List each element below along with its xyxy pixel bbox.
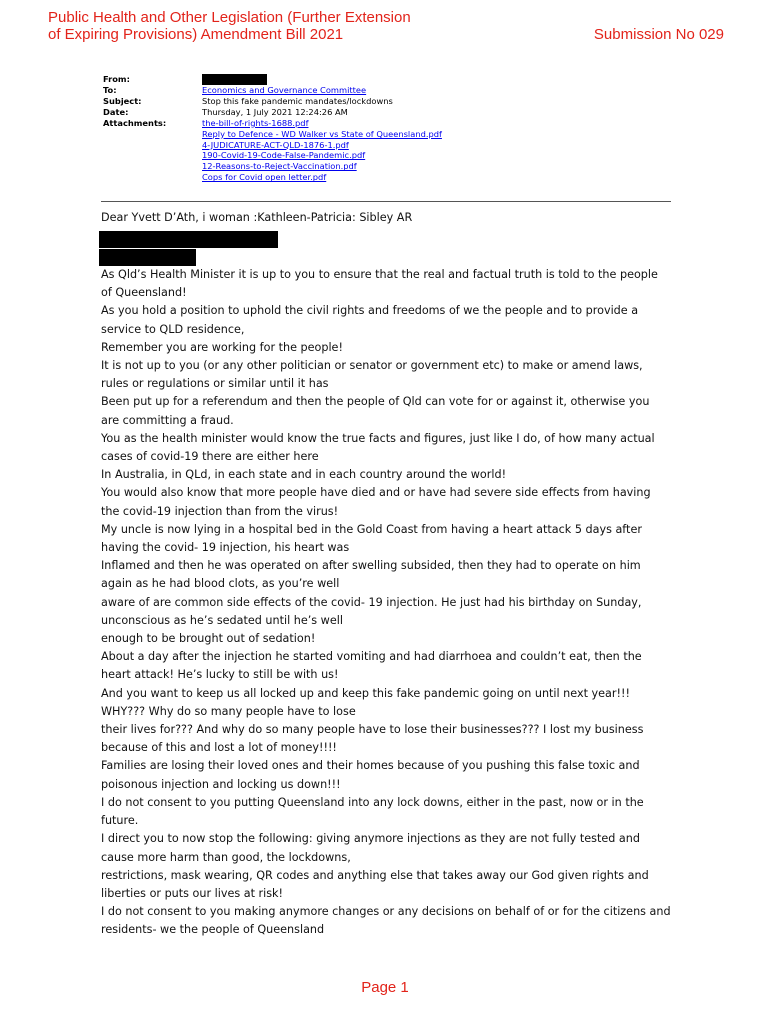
body-paragraph: aware of are common side effects of the covid- 19 injection. He just had his birthday on Sunday, unconscious as he’s sedated until he’s well — [101, 595, 642, 627]
body-paragraph: Remember you are working for the people! — [101, 340, 343, 354]
attachments-list — [202, 118, 442, 183]
body-paragraph: In Australia, in QLd, in each state and in each country around the world! — [101, 468, 507, 482]
attachment-link[interactable]: Cops for Covid open letter.pdf — [202, 172, 327, 183]
email-header — [103, 74, 442, 183]
attachment-link[interactable]: Reply to Defence - WD Walker vs State of Queensland.pdf — [202, 128, 442, 139]
body-paragraph: their lives for??? And why do so many people have to lose their businesses??? I lost my business because of this and lost a lot of money!!!! — [101, 723, 644, 755]
date-row — [103, 107, 442, 118]
letter-body — [101, 266, 671, 940]
date-value: Thursday, 1 July 2021 12:24:26 AM — [202, 106, 348, 117]
title-line-1: Public Health and Other Legislation (Further Extension — [48, 9, 411, 26]
subject-row — [103, 96, 442, 107]
body-paragraph: You would also know that more people have died and or have had severe side effects from having the covid-19 injection than from the virus! — [101, 486, 651, 518]
body-paragraph: I do not consent to you putting Queensland into any lock downs, either in the past, now or in the future. — [101, 795, 644, 828]
to-label: To: — [103, 85, 117, 95]
redaction-block — [99, 249, 196, 266]
body-paragraph: Been put up for a referendum and then the people of Qld can vote for or against it, otherwise you are committing a fraud. — [101, 395, 650, 427]
body-paragraph: restrictions, mask wearing, QR codes and anything else that takes away our God given rights and liberties or puts our lives at risk! — [101, 868, 649, 900]
body-paragraph: As you hold a position to uphold the civil rights and freedoms of we the people and to provide a service to QLD residence, — [101, 304, 639, 336]
body-paragraph: About a day after the injection he started vomiting and had diarrhoea and couldn’t eat, then the heart attack! He’s lucky to still be with us! — [101, 650, 642, 682]
from-row — [103, 74, 442, 85]
body-paragraph: enough to be brought out of sedation! — [101, 632, 316, 646]
attachment-link[interactable]: 4-JUDICATURE-ACT-QLD-1876-1.pdf — [202, 139, 349, 150]
body-paragraph: Families are losing their loved ones and their homes because of you pushing this false toxic and poisonous injection and locking us down!!! — [101, 759, 640, 791]
date-label: Date: — [103, 106, 129, 117]
from-label: From: — [103, 74, 130, 84]
attachments-label: Attachments: — [103, 117, 167, 128]
body-paragraph: And you want to keep us all locked up and keep this fake pandemic going on until next year!!! WHY??? Why do so many people have to lose — [101, 686, 630, 718]
page-number: Page 1 — [361, 979, 409, 996]
attachment-link[interactable]: 12-Reasons-to-Reject-Vaccination.pdf — [202, 161, 357, 172]
attachment-link[interactable]: the-bill-of-rights-1688.pdf — [202, 117, 309, 128]
subject-value: Stop this fake pandemic mandates/lockdowns — [202, 95, 393, 106]
body-paragraph: As Qld’s Health Minister it is up to you to ensure that the real and factual truth is told to the people of Queensland! — [101, 268, 658, 300]
body-paragraph: Inflamed and then he was operated on after swelling subsided, then they had to operate on him again as he had blood clots, as you’re well — [101, 559, 641, 591]
greeting: Dear Yvett D’Ath, i woman :Kathleen-Patricia: Sibley AR — [101, 211, 413, 224]
from-redaction — [202, 74, 267, 85]
submission-number: Submission No 029 — [593, 26, 724, 43]
to-link[interactable]: Economics and Governance Committee — [202, 85, 367, 95]
subject-label: Subject: — [103, 95, 142, 106]
attachments-row — [103, 118, 442, 183]
to-row — [103, 85, 442, 96]
body-paragraph: My uncle is now lying in a hospital bed in the Gold Coast from having a heart attack 5 days after having the covid- 19 injection, his heart was — [101, 522, 642, 555]
body-paragraph: You as the health minister would know the true facts and figures, just like I do, of how many actual cases of covid-19 there are either here — [101, 431, 655, 464]
body-paragraph: I direct you to now stop the following: giving anymore injections as they are not fully tested and cause more harm than good, the lockdowns, — [101, 832, 640, 864]
redaction-block — [99, 231, 278, 248]
body-paragraph: I do not consent to you making anymore changes or any decisions on behalf of or for the citizens and residents- we the people of Queensland — [101, 905, 671, 937]
header-divider — [101, 201, 671, 202]
body-paragraph: It is not up to you (or any other politician or senator or government etc) to make or amend laws, rules or regulations or similar until it has — [101, 359, 643, 391]
title-line-2: of Expiring Provisions) Amendment Bill 2021 — [48, 26, 344, 43]
document-title — [48, 9, 411, 43]
attachment-link[interactable]: 190-Covid-19-Code-False-Pandemic.pdf — [202, 150, 366, 161]
